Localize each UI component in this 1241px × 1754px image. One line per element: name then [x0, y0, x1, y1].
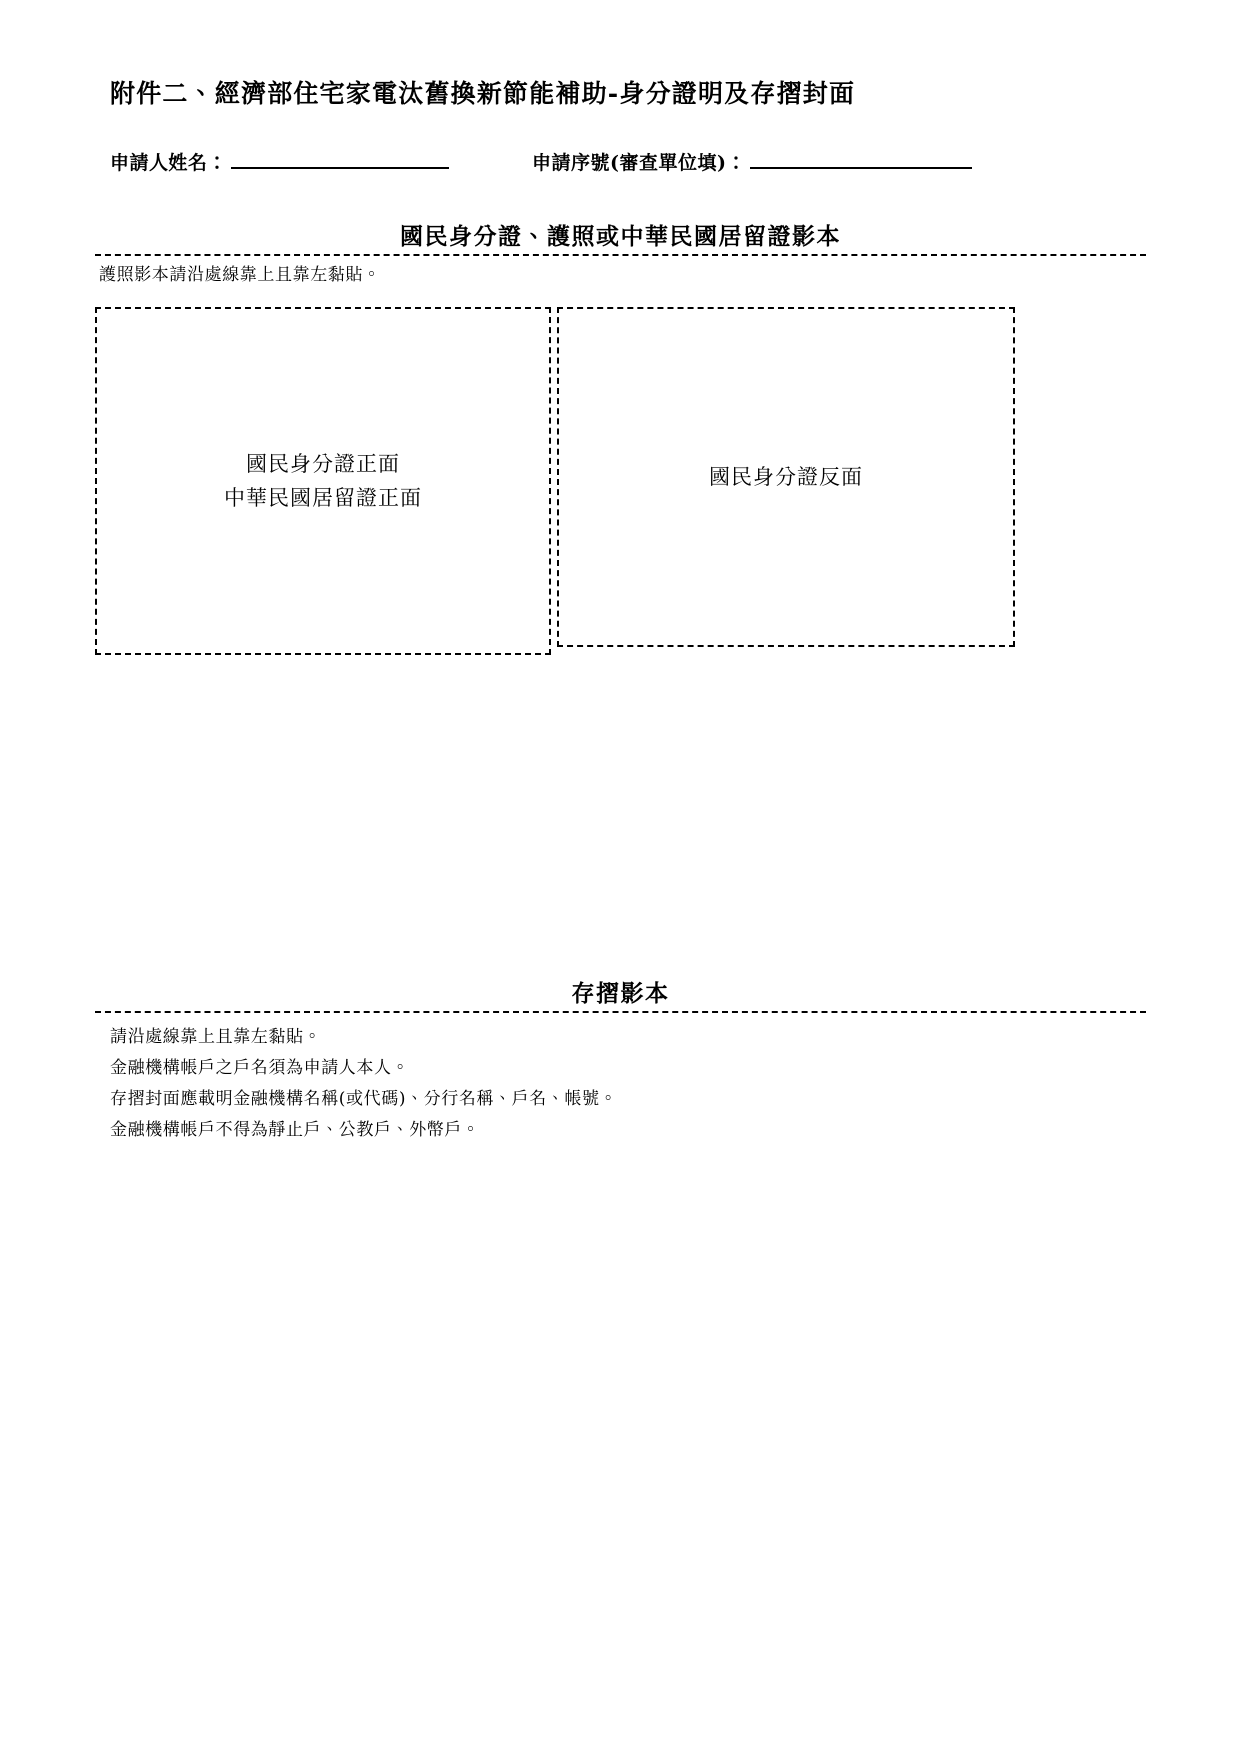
passbook-notes — [110, 1022, 617, 1146]
applicant-name-label: 申請人姓名： — [110, 152, 228, 174]
passbook-note-4: 金融機構帳戶不得為靜止戶、公教戶、外幣戶。 — [110, 1120, 480, 1140]
application-serial-input[interactable] — [750, 166, 972, 169]
applicant-name-input[interactable] — [231, 166, 449, 169]
id-back-paste-box[interactable] — [557, 307, 1015, 647]
id-front-paste-box[interactable] — [95, 307, 551, 655]
passbook-note-3: 存摺封面應載明金融機構名稱(或代碼)、分行名稱、戶名、帳號。 — [110, 1089, 618, 1109]
passbook-note-1: 請沿處線靠上且靠左黏貼。 — [110, 1027, 322, 1047]
id-front-box-label-line1: 國民身分證正面 — [246, 452, 400, 476]
id-back-box-label — [709, 460, 863, 494]
passbook-section-header — [0, 975, 1241, 1013]
id-section-header — [0, 218, 1241, 256]
applicant-name-field — [110, 148, 449, 175]
id-front-box-label-line2: 中華民國居留證正面 — [224, 486, 422, 510]
passbook-note-2: 金融機構帳戶之戶名須為申請人本人。 — [110, 1058, 410, 1078]
application-serial-label: 申請序號(審查單位填)： — [532, 152, 746, 174]
id-section-dashed-rule — [95, 254, 1146, 256]
id-front-box-label — [224, 447, 422, 515]
passbook-section-heading: 存摺影本 — [571, 980, 670, 1007]
application-serial-field — [532, 148, 972, 175]
applicant-field-row — [110, 148, 1120, 182]
id-section-note: 護照影本請沿處線靠上且靠左黏貼。 — [99, 265, 381, 285]
id-back-box-label-line1: 國民身分證反面 — [709, 465, 863, 489]
passbook-section-dashed-rule — [95, 1011, 1146, 1013]
id-section-heading: 國民身分證、護照或中華民國居留證影本 — [400, 223, 841, 250]
page-title: 附件二、經濟部住宅家電汰舊換新節能補助-身分證明及存摺封面 — [110, 79, 856, 108]
